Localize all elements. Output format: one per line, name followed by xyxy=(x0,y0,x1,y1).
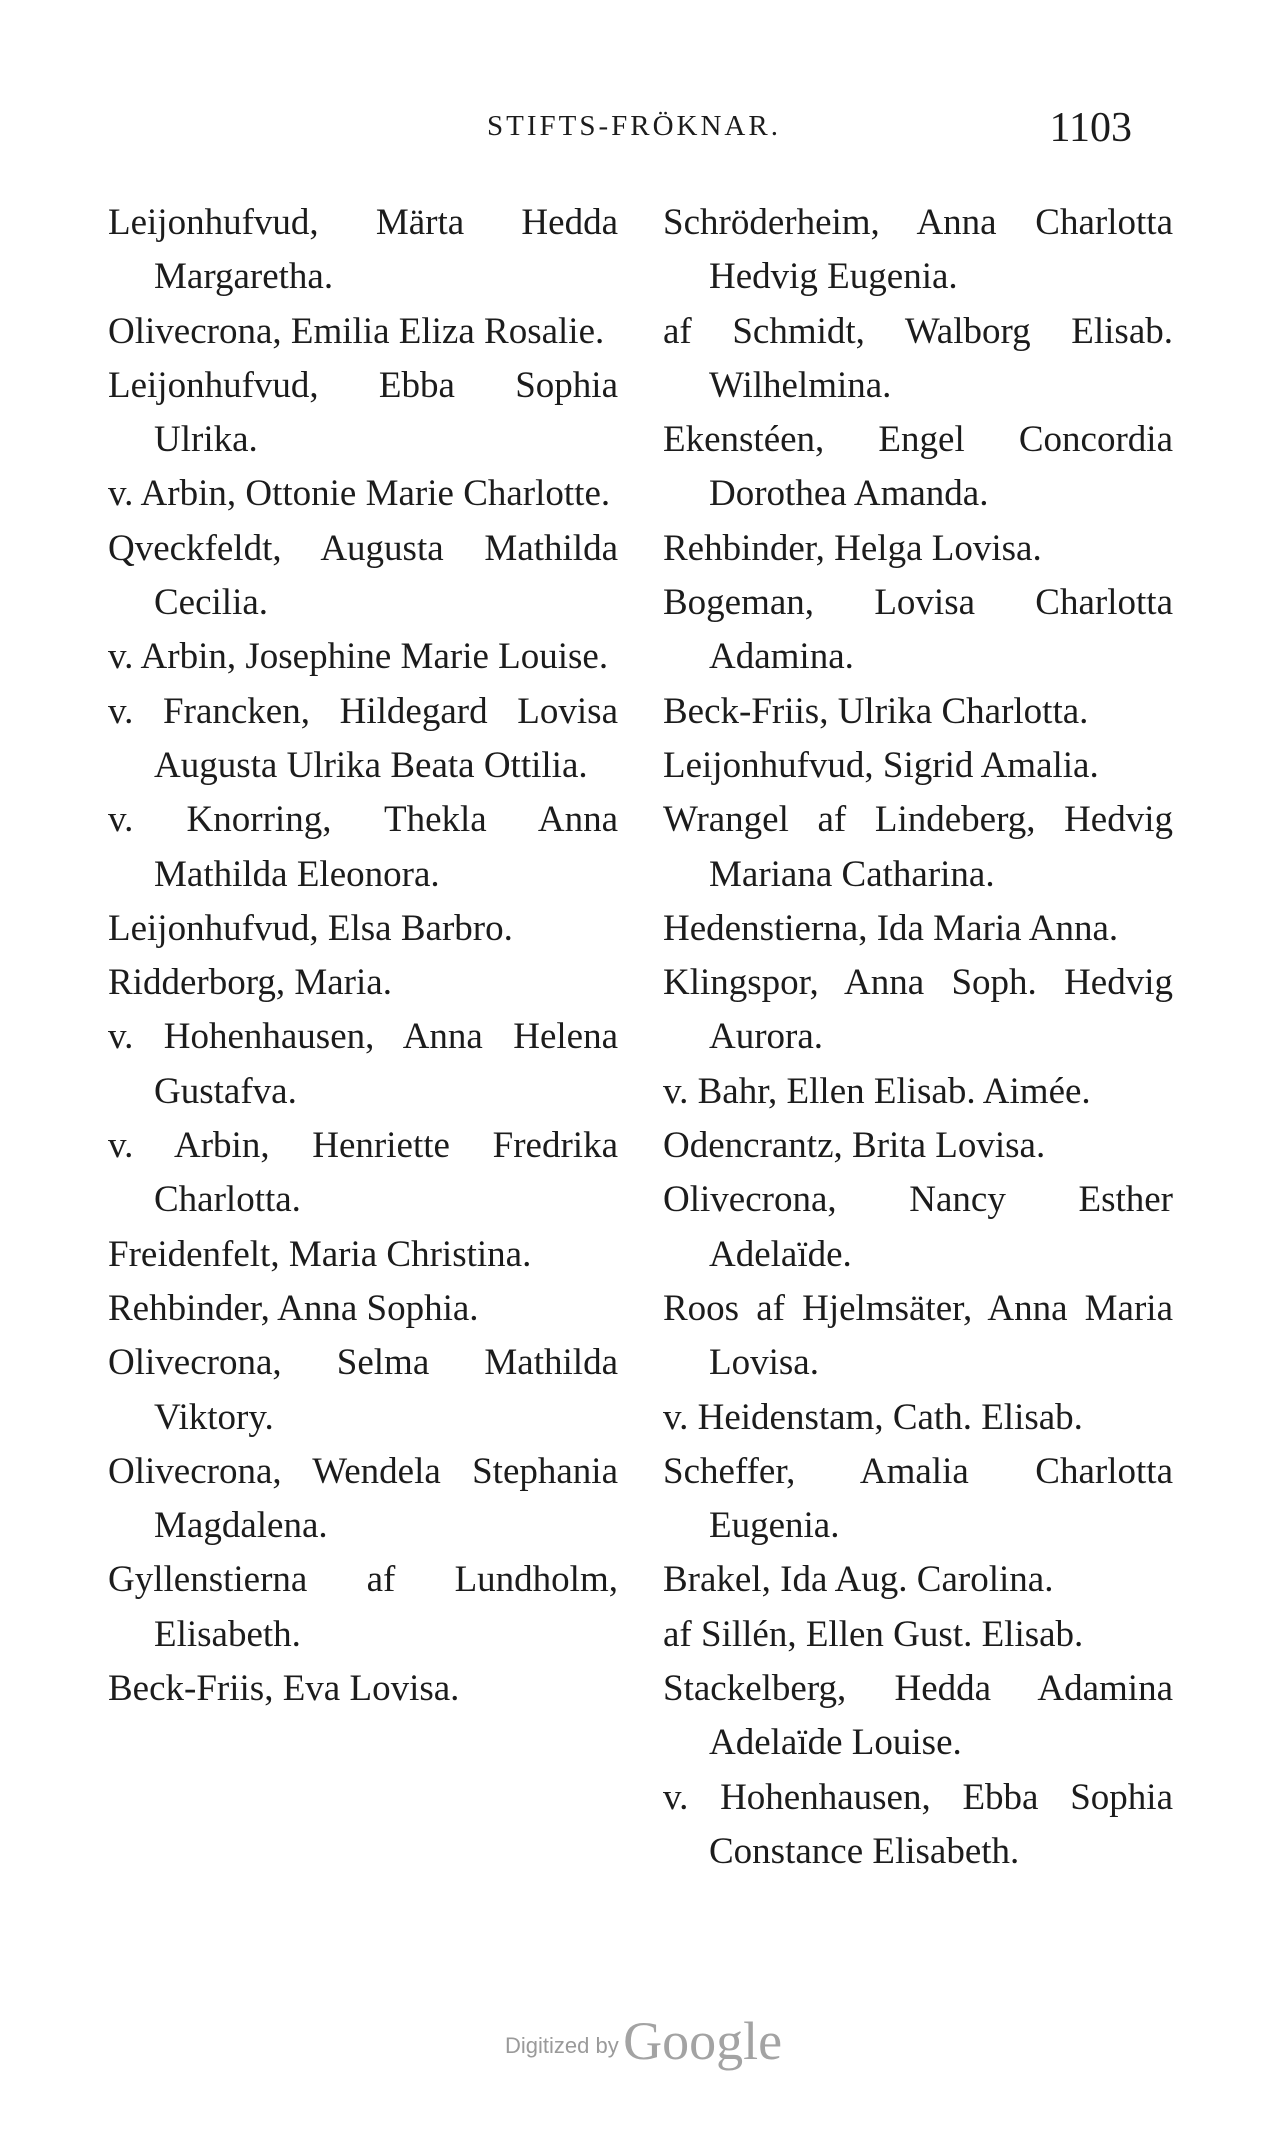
name-entry: Brakel, Ida Aug. Carolina. xyxy=(663,1559,1054,1601)
right-column xyxy=(663,196,1173,1879)
name-entry: Rehbinder, Anna Sophia. xyxy=(108,1287,479,1329)
name-entry: Roos af Hjelmsäter, Anna Maria Lovisa. xyxy=(663,1287,1173,1384)
name-entry: Gyllenstierna af Lundholm, Elisabeth. xyxy=(108,1559,618,1655)
name-entry: Ridderborg, Maria. xyxy=(108,962,392,1004)
digitized-watermark xyxy=(505,2010,782,2072)
name-entry: v. Arbin, Henriette Fredrika Charlotta. xyxy=(108,1125,618,1221)
left-column xyxy=(108,196,618,1716)
name-entry: Stackelberg, Hedda Adamina Adelaïde Louise. xyxy=(663,1668,1173,1764)
name-entry: v. Bahr, Ellen Elisab. Aimée. xyxy=(663,1070,1091,1112)
page-number: 1103 xyxy=(1049,105,1132,151)
name-entry: af Schmidt, Walborg Elisab. Wilhelmina. xyxy=(663,310,1173,406)
name-entry: v. Francken, Hildegard Lovisa Augusta Ulrika Beata Ottilia. xyxy=(108,690,618,786)
name-entry: Rehbinder, Helga Lovisa. xyxy=(663,527,1042,569)
name-entry: Scheffer, Amalia Charlotta Eugenia. xyxy=(663,1450,1173,1547)
google-logo: Google xyxy=(623,2011,783,2071)
name-entry: Qveckfeldt, Augusta Mathilda Cecilia. xyxy=(108,527,618,624)
name-entry: v. Arbin, Ottonie Marie Charlotte. xyxy=(108,473,611,515)
name-entry: Freidenfelt, Maria Christina. xyxy=(108,1233,532,1275)
name-entry: v. Hohenhausen, Ebba Sophia Constance Elisabeth. xyxy=(663,1776,1173,1872)
name-entry: Leijonhufvud, Elsa Barbro. xyxy=(108,907,513,949)
name-entry: Leijonhufvud, Sigrid Amalia. xyxy=(663,744,1099,786)
name-entry: Olivecrona, Emilia Eliza Rosalie. xyxy=(108,310,605,352)
name-entry: af Sillén, Ellen Gust. Elisab. xyxy=(663,1613,1084,1655)
name-entry: Klingspor, Anna Soph. Hedvig Aurora. xyxy=(663,962,1173,1058)
name-entry: Beck-Friis, Eva Lovisa. xyxy=(108,1668,460,1710)
name-entry: Wrangel af Lindeberg, Hedvig Mariana Catharina. xyxy=(663,799,1173,895)
name-entry: v. Knorring, Thekla Anna Mathilda Eleonora. xyxy=(108,799,618,895)
name-entry: Olivecrona, Nancy Esther Adelaïde. xyxy=(663,1179,1173,1275)
name-entry: v. Heidenstam, Cath. Elisab. xyxy=(663,1396,1083,1438)
name-entry: Leijonhufvud, Märta Hedda Margaretha. xyxy=(108,202,618,298)
digitized-by-label: Digitized by xyxy=(505,2033,619,2058)
name-entry: Olivecrona, Wendela Stephania Magdalena. xyxy=(108,1450,618,1547)
name-entry: v. Hohenhausen, Anna Helena Gustafva. xyxy=(108,1016,618,1112)
name-entry: Bogeman, Lovisa Charlotta Adamina. xyxy=(663,582,1173,678)
name-entry: Hedenstierna, Ida Maria Anna. xyxy=(663,907,1119,949)
name-entry: Schröderheim, Anna Charlotta Hedvig Eugenia. xyxy=(663,202,1173,298)
running-head: STIFTS-FRÖKNAR. xyxy=(487,110,781,142)
name-entry: Odencrantz, Brita Lovisa. xyxy=(663,1125,1046,1167)
name-entry: Leijonhufvud, Ebba Sophia Ulrika. xyxy=(108,364,618,461)
name-entry: v. Arbin, Josephine Marie Louise. xyxy=(108,636,609,678)
name-entry: Ekenstéen, Engel Concordia Dorothea Amanda. xyxy=(663,419,1173,515)
name-entry: Beck-Friis, Ulrika Charlotta. xyxy=(663,690,1089,732)
name-entry: Olivecrona, Selma Mathilda Viktory. xyxy=(108,1342,618,1438)
